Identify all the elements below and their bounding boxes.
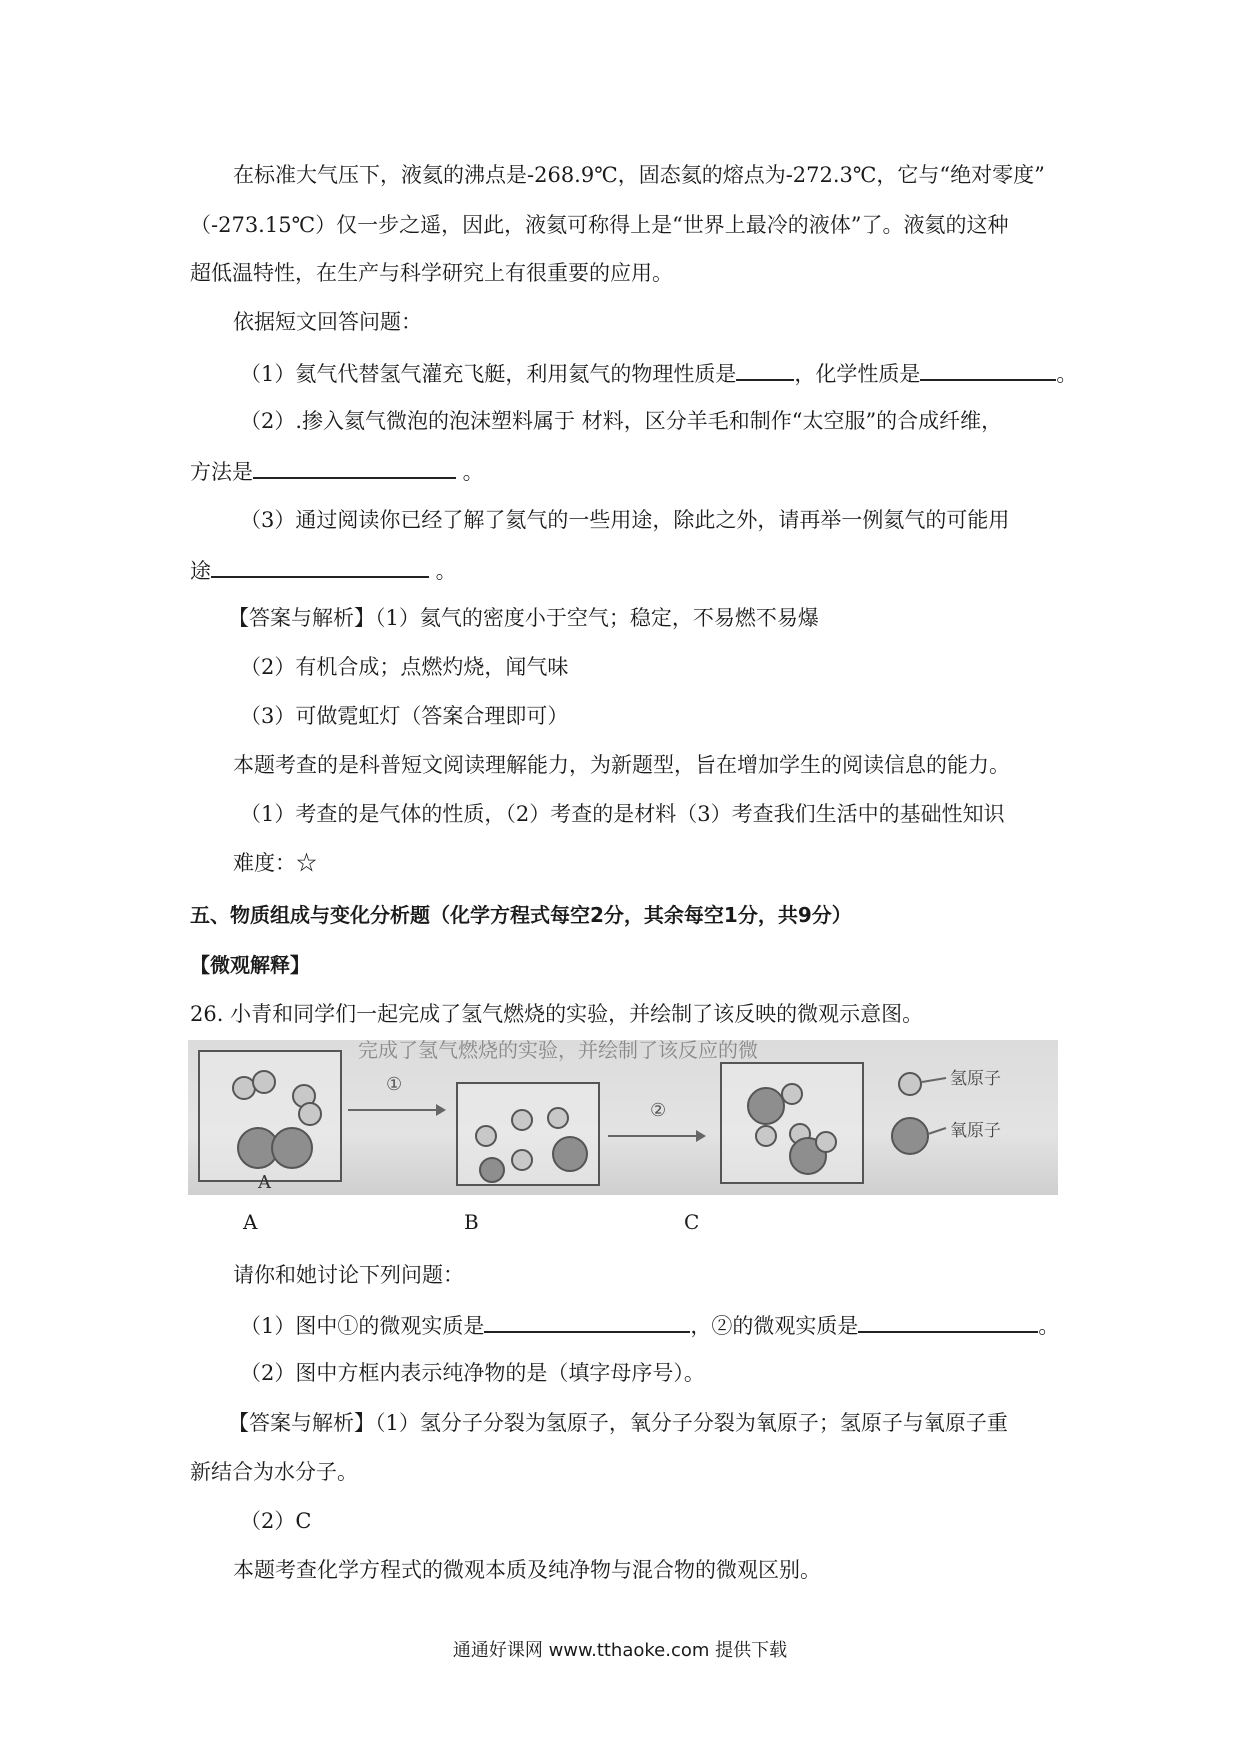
answer-25-a2: （2）有机合成；点燃灼烧，闻气味: [240, 655, 569, 679]
q25-item-1-text-b: ，化学性质是: [794, 362, 921, 386]
q26-blank-step-1[interactable]: [484, 1309, 690, 1333]
answer-tag: 【答案与解析】: [228, 606, 375, 630]
arrow-2-label: ②: [650, 1100, 667, 1121]
section-5-subheading: 【微观解释】: [190, 953, 310, 977]
q25-item-1: [240, 357, 1077, 389]
box-c-water-molecules: [722, 1064, 862, 1182]
arrow-2-icon: [608, 1126, 708, 1146]
oxygen-atom: [272, 1128, 312, 1168]
q25-blank-chemical[interactable]: [920, 357, 1056, 381]
analysis-26: 本题考查化学方程式的微观本质及纯净物与混合物的微观区别。: [233, 1558, 821, 1582]
hydrogen-atom: [548, 1108, 568, 1128]
answer-26-a2: （2）C: [240, 1509, 312, 1533]
oxygen-atom: [748, 1088, 784, 1124]
box-b: [456, 1082, 600, 1186]
q25-item-2-end: 。: [456, 460, 484, 484]
hydrogen-atom: [253, 1071, 275, 1093]
q25-blank-method[interactable]: [253, 455, 456, 479]
answer-26-line-1: [228, 1408, 1008, 1438]
legend-atoms: [888, 1050, 948, 1160]
legend-hydrogen-icon: [899, 1073, 921, 1095]
q26-item-1-text-b: ，②的微观实质是: [690, 1314, 859, 1338]
passage-prompt: 依据短文回答问题：: [233, 310, 422, 334]
q26-stem: 26. 小青和同学们一起完成了氢气燃烧的实验，并绘制了该反映的微观示意图。: [190, 1002, 924, 1026]
q26-item-1-text-a: （1）图中①的微观实质是: [240, 1314, 485, 1338]
hydrogen-atom: [233, 1077, 255, 1099]
box-b-atoms: [458, 1084, 598, 1184]
q25-item-2-method-label: 方法是: [190, 460, 253, 484]
section-5-heading: 五、物质组成与变化分析题（化学方程式每空2分，其余每空1分，共9分）: [190, 903, 852, 927]
answer-25-a3: （3）可做霓虹灯（答案合理即可）: [240, 704, 569, 728]
answer-25-a1: （1）氦气的密度小于空气；稳定，不易燃不易爆: [375, 606, 819, 630]
hydrogen-atom: [512, 1110, 532, 1130]
answer-tag: 【答案与解析】: [228, 1411, 375, 1435]
passage-line-2: （-273.15℃）仅一步之遥，因此，液氦可称得上是“世界上最冷的液体”了。液氦的这种: [190, 213, 1009, 237]
figure-label-c: C: [684, 1210, 700, 1234]
q25-blank-physical[interactable]: [736, 357, 794, 381]
passage-line-1: 在标准大气压下，液氦的沸点是-268.9℃，固态氦的熔点为-272.3℃，它与“绝对零度”: [233, 163, 1045, 187]
passage-line-3: 超低温特性，在生产与科学研究上有很重要的应用。: [190, 261, 673, 285]
box-a-inner-label: A: [258, 1172, 271, 1193]
answer-26-line-2: 新结合为水分子。: [190, 1460, 358, 1484]
q26-prompt: 请你和她讨论下列问题：: [233, 1263, 464, 1287]
arrow-1-label: ①: [386, 1074, 403, 1095]
legend-oxygen-label: 氧原子: [950, 1121, 1001, 1141]
q25-item-2-line-1: （2）.掺入氦气微泡的泡沫塑料属于 材料，区分羊毛和制作“太空服”的合成纤维，: [240, 409, 1003, 433]
hydrogen-atom: [816, 1132, 836, 1152]
answer-25-line-1: [228, 603, 819, 633]
q26-item-1-end: 。: [1038, 1314, 1060, 1338]
q25-blank-use[interactable]: [211, 554, 429, 578]
q25-item-3-end: 。: [429, 559, 457, 583]
micro-diagram-figure: [188, 1040, 1058, 1195]
analysis-25-line-1: 本题考查的是科普短文阅读理解能力，为新题型，旨在增加学生的阅读信息的能力。: [233, 753, 1010, 777]
q26-item-1: [240, 1309, 1059, 1341]
hydrogen-atom: [756, 1126, 776, 1146]
hydrogen-atom: [512, 1150, 532, 1170]
legend-hydrogen-label: 氢原子: [950, 1069, 1001, 1089]
q25-item-1-text-a: （1）氦气代替氢气灌充飞艇，利用氦气的物理性质是: [240, 362, 737, 386]
page-footer: 通通好课网 www.tthaoke.com 提供下载: [452, 1640, 788, 1661]
box-c: [720, 1062, 864, 1184]
q26-blank-step-2[interactable]: [858, 1309, 1038, 1333]
q26-item-2: （2）图中方框内表示纯净物的是（填字母序号）。: [240, 1361, 705, 1385]
figure-label-a: A: [243, 1210, 258, 1234]
oxygen-atom: [480, 1158, 504, 1182]
box-a: [198, 1050, 342, 1182]
analysis-25-line-2: （1）考查的是气体的性质，（2）考查的是材料（3）考查我们生活中的基础性知识: [240, 802, 1005, 826]
q25-item-2-line-2: [190, 455, 484, 487]
difficulty: 难度：☆: [233, 851, 317, 875]
q25-item-1-end: 。: [1056, 362, 1078, 386]
figure-bleed-text: 完成了氢气燃烧的实验，并绘制了该反应的微: [358, 1038, 758, 1062]
oxygen-atom: [553, 1137, 587, 1171]
hydrogen-atom: [476, 1126, 496, 1146]
figure-label-b: B: [464, 1210, 479, 1234]
arrow-1-icon: [348, 1100, 448, 1120]
q25-item-3-line-2: [190, 554, 457, 586]
box-a-molecules: [200, 1052, 340, 1180]
legend-oxygen-icon: [892, 1118, 928, 1154]
hydrogen-atom: [299, 1103, 321, 1125]
q25-item-3-use-label: 途: [190, 559, 211, 583]
answer-26-a1-l1: （1）氢分子分裂为氢原子，氧分子分裂为氧原子；氢原子与氧原子重: [375, 1411, 1008, 1435]
hydrogen-atom: [782, 1084, 802, 1104]
q25-item-3-line-1: （3）通过阅读你已经了解了氦气的一些用途，除此之外，请再举一例氦气的可能用: [240, 508, 1010, 532]
